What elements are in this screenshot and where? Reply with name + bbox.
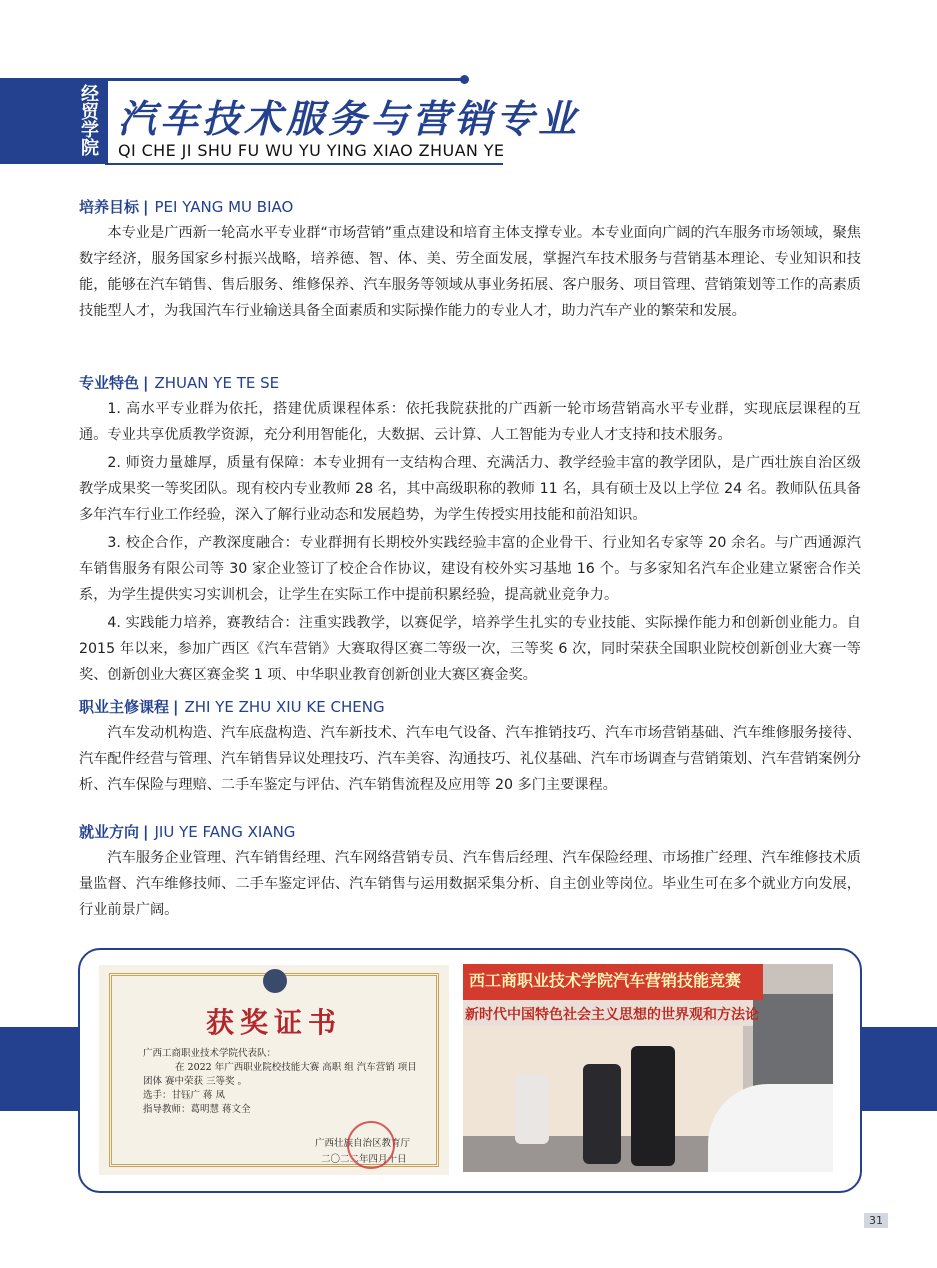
official-seal-icon [347,1121,395,1169]
section-heading-cn: 专业特色 [79,374,140,392]
paragraph: 2. 师资力量雄厚，质量有保障：本专业拥有一支结构合理、充满活力、教学经验丰富的教学团队，是广西壮族自治区级教学成果奖一等奖团队。现有校内专业教师 28 名，其中高级职称的教师 11 名，具有硕士及以上学位 24 名。教师队伍具备多年汽车行业工作经验，深入了解行业动态和发展趋势，为学生传授实用技能和前沿知识。 [79,455,861,523]
photo-banner-secondary-text: 新时代中国特色社会主义思想的世界观和方法论 [465,1007,759,1023]
section-training-goal [79,196,861,324]
paragraph: 4. 实践能力培养，赛教结合：注重实践教学，以赛促学，培养学生扎实的专业技能、实际操作能力和创新创业能力。自 2015 年以来，参加广西区《汽车营销》大赛取得区赛二等级一次，三等奖 6 次，同时荣获全国职业院校创新创业大赛一等奖、创新创业大赛区赛金奖 1 项、中华职业教育创新创业大赛区赛金奖。 [79,615,861,683]
header-rule-dot [460,75,469,84]
person-figure [583,1064,621,1164]
section-heading-separator: | [143,198,149,216]
section-core-courses [79,696,861,798]
paragraph: 汽车服务企业管理、汽车销售经理、汽车网络营销专员、汽车售后经理、汽车保险经理、市场推广经理、汽车维修技术质量监督、汽车维修技师、二手车鉴定评估、汽车销售与运用数据采集分析、自主创业等岗位。毕业生可在多个就业方向发展，行业前景广阔。 [79,850,861,918]
section-career-direction [79,821,861,923]
section-heading-cn: 培养目标 [79,198,140,216]
section-heading-separator: | [143,823,149,841]
section-heading [79,196,861,218]
certificate-line: 选手：甘钰广 蒋 凤 [143,1090,226,1101]
certificate-line: 在 2022 年广西职业院校技能大赛 高职 组 汽车营销 项目 [175,1062,417,1073]
certificate-line: 广西工商职业技术学院代表队： [143,1048,277,1059]
paragraph: 3. 校企合作，产教深度融合：专业群拥有长期校外实践经验丰富的企业骨干、行业知名专家等 20 余名。与广西通源汽车销售服务有限公司等 30 家企业签订了校企合作协议，建设有校外实习基地 16 个。与多家知名汽车企业建立紧密合作关系，为学生提供实习实训机会，让学生在实际工作中提前积累经验，提高就业竞争力。 [79,535,861,603]
page-title: 汽车技术服务与营销专业 [118,97,581,141]
competition-photo [463,964,833,1172]
person-figure [515,1074,549,1144]
certificate-date: 二〇二二年四月十日 [321,1154,407,1165]
page-number: 31 [864,1213,888,1228]
decorative-band-left [0,1027,80,1111]
paragraph: 1. 高水平专业群为依托，搭建优质课程体系：依托我院获批的广西新一轮市场营销高水平专业群，实现底层课程的互通。专业共享优质教学资源，充分利用智能化，大数据、云计算、人工智能为专业人才支持和技术服务。 [79,401,861,443]
section-heading [79,821,861,843]
section-features [79,372,861,688]
section-heading-pinyin: PEI YANG MU BIAO [154,198,294,216]
page-title-pinyin: QI CHE JI SHU FU WU YU YING XIAO ZHUAN YE [118,141,505,160]
paragraph: 本专业是广西新一轮高水平专业群“市场营销”重点建设和培育主体支撑专业。本专业面向广阔的汽车服务市场领域，聚焦数字经济，服务国家乡村振兴战略，培养德、智、体、美、劳全面发展，掌握汽车技术服务与营销基本理论、专业知识和技能，能够在汽车销售、售后服务、维修保养、汽车服务等领域从事业务拓展、客户服务、项目管理、营销策划等工作的高素质技能型人才，为我国汽车行业输送具备全面素质和实际操作能力的专业人才，助力汽车产业的繁荣和发展。 [79,225,861,319]
award-certificate-image [99,965,449,1175]
section-heading-pinyin: ZHI YE ZHU XIU KE CHENG [184,698,385,716]
section-heading-cn: 就业方向 [79,823,140,841]
section-heading-pinyin: JIU YE FANG XIANG [154,823,296,841]
college-label: 经贸学院 [78,84,99,156]
decorative-band-right [857,1027,937,1111]
header-left-rule [105,78,108,164]
section-heading [79,372,861,394]
college-side-tab [0,78,105,164]
person-figure [631,1046,675,1166]
header-top-rule [105,78,463,81]
certificate-line: 团体 赛中荣获 三等奖 。 [143,1076,248,1087]
section-heading-cn: 职业主修课程 [79,698,170,716]
certificate-title: 获奖证书 [205,1006,342,1039]
certificate-issuer: 广西壮族自治区教育厅 [315,1138,411,1149]
certificate-line: 指导教师：葛明慧 蒋文全 [143,1104,251,1115]
photo-banner-text: 西工商职业技术学院汽车营销技能竞赛 [469,971,742,990]
section-heading-pinyin: ZHUAN YE TE SE [154,374,280,392]
paragraph: 汽车发动机构造、汽车底盘构造、汽车新技术、汽车电气设备、汽车推销技巧、汽车市场营销基础、汽车维修服务接待、汽车配件经营与管理、汽车销售异议处理技巧、汽车美容、沟通技巧、礼仪基础、汽车市场调查与营销策划、汽车营销案例分析、汽车保险与理赔、二手车鉴定与评估、汽车销售流程及应用等 20 多门主要课程。 [79,725,861,793]
header-bottom-rule [105,163,503,165]
section-heading [79,696,861,718]
section-heading-separator: | [173,698,179,716]
emblem-icon [263,969,287,993]
section-heading-separator: | [143,374,149,392]
